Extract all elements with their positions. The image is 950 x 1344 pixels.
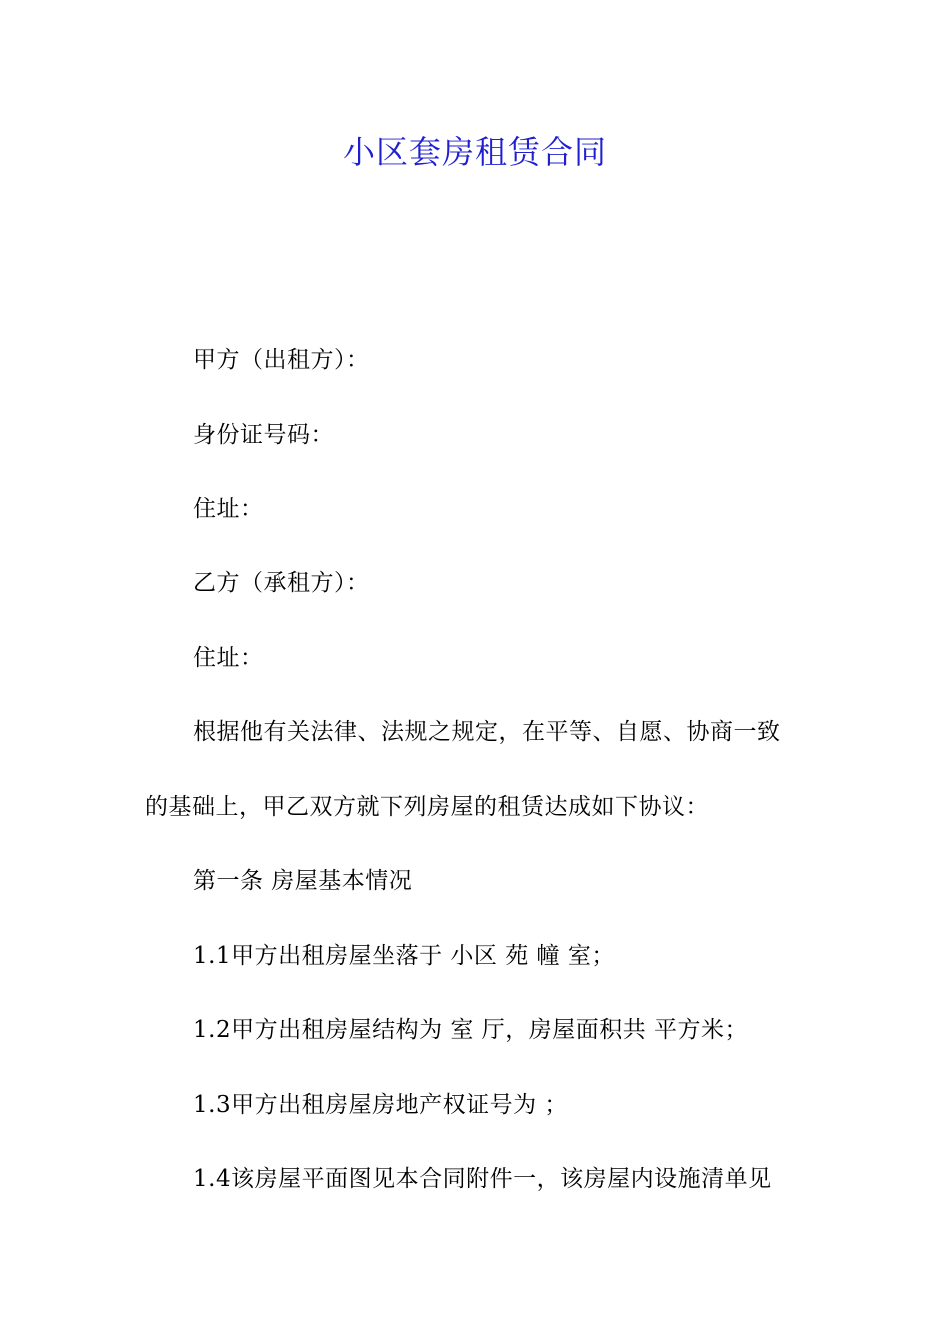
- document-title: 小区套房租赁合同: [342, 133, 607, 171]
- article-one-heading: 第一条 房屋基本情况: [193, 868, 413, 894]
- id-number-label: 身份证号码：: [193, 422, 334, 448]
- party-b-label: 乙方（承租方）：: [193, 570, 370, 596]
- party-a-address-label: 住址：: [193, 496, 264, 522]
- party-b-address-label: 住址：: [193, 645, 264, 671]
- clause-1-2: 1.2甲方出租房屋结构为 室 厅，房屋面积共 平方米；: [193, 1017, 749, 1043]
- preamble-line-1: 根据他有关法律、法规之规定，在平等、自愿、协商一致: [193, 719, 781, 745]
- clause-1-1: 1.1甲方出租房屋坐落于 小区 苑 幢 室；: [193, 943, 615, 969]
- clause-1-3: 1.3甲方出租房屋房地产权证号为 ；: [193, 1092, 568, 1118]
- party-a-label: 甲方（出租方）：: [193, 347, 370, 373]
- preamble-line-2: 的基础上，甲乙双方就下列房屋的租赁达成如下协议：: [145, 794, 709, 820]
- clause-1-4: 1.4该房屋平面图见本合同附件一，该房屋内设施清单见: [193, 1166, 772, 1192]
